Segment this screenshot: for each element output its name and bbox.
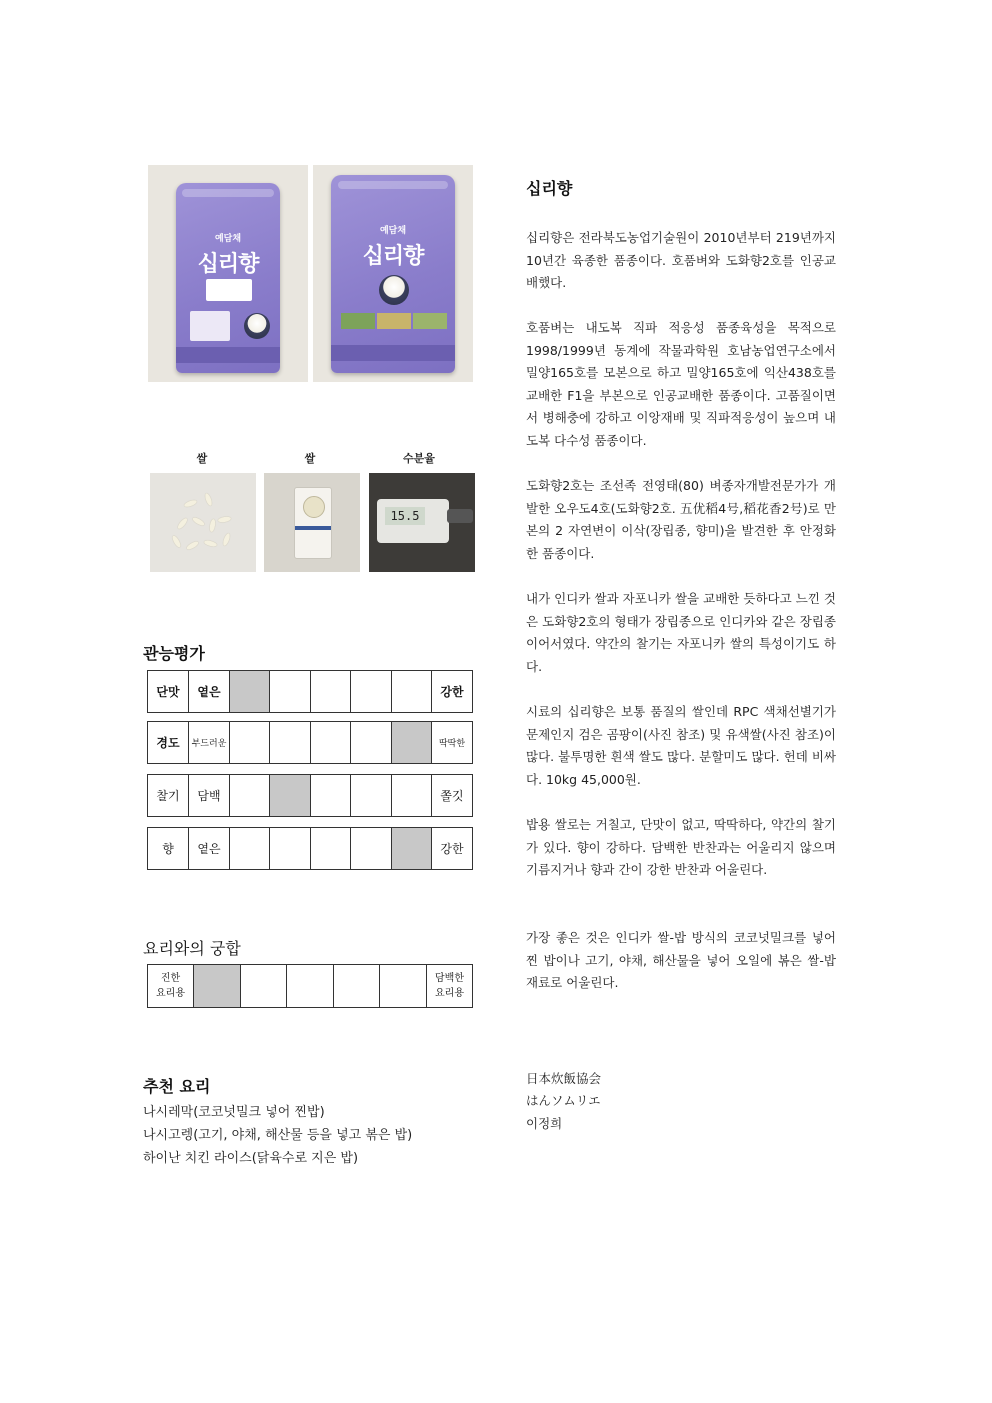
sensory-scale-cell: [230, 671, 270, 713]
rice-grain: [204, 493, 213, 507]
recommended-item: 하이난 치킨 라이스(닭육수로 지은 밥): [143, 1151, 359, 1166]
sensory-attribute: 찰기: [148, 775, 189, 817]
sensory-scale-cell: [391, 775, 431, 817]
sensory-low-label: 부드러운: [189, 722, 230, 764]
rice-bag-back-photo: [313, 165, 473, 382]
pairing-cell: [380, 965, 427, 1008]
sensory-low-label: 담백: [189, 775, 230, 817]
rice-grain: [184, 499, 198, 508]
sensory-attribute: 향: [148, 828, 189, 870]
sensory-row-table: [147, 721, 473, 764]
sensory-high-label: 강한: [432, 828, 473, 870]
sensory-scale-cell: [351, 828, 391, 870]
sensory-scale-cell: [310, 775, 350, 817]
pairing-cell: [333, 965, 380, 1008]
meter-body: [377, 499, 449, 543]
article-paragraph: 가장 좋은 것은 인디카 쌀-밥 방식의 코코넛밀크를 넣어 찐 밥이나 고기, 야채, 해산물을 넣어 오일에 볶은 쌀-밥 재료로 어울린다.: [526, 930, 836, 990]
rice-grain: [218, 516, 232, 523]
article-paragraph: 시료의 십리향은 보통 품질의 쌀인데 RPC 색채선별기가 문제인지 검은 곰팡이(사진 참조) 및 유색쌀(사진 참조)이 많다. 불투명한 흰색 쌀도 많다. 분할미도 많다. 헌데 비싸다. 10kg 45,000원.: [526, 704, 836, 787]
pairing-cell: [287, 965, 334, 1008]
rice-bowl-image: [379, 275, 409, 305]
rice-grain: [222, 533, 231, 547]
sensory-row-table: [147, 774, 473, 817]
rice-grain: [171, 535, 182, 549]
pairing-left-label: [148, 965, 194, 1008]
sample-window: [303, 496, 325, 518]
article-paragraph: 도화향2호는 조선족 전영태(80) 벼종자개발전문가가 개발한 오우도4호(도화향2호. 五优稻4号,稻花香2号)로 만본의 2 자연변이 이삭(장립종, 향미)을 발견한 후 안정화한 품종이다.: [526, 478, 836, 561]
rice-bag-front-photo: [148, 165, 308, 382]
photo-caption-rice-1: 쌀: [196, 452, 208, 465]
sensory-high-label: 강한: [432, 671, 473, 713]
pairing-cell: [194, 965, 241, 1008]
sensory-scale-cell: [270, 671, 310, 713]
pairing-right-label-line2: 요리용: [435, 988, 464, 999]
sensory-high-label: 쫄깃: [432, 775, 473, 817]
rice-grain: [204, 539, 218, 547]
sensory-scale-cell: [230, 775, 270, 817]
article-paragraph: 밥용 쌀로는 거칠고, 단맛이 없고, 딱딱하다, 약간의 찰기가 있다. 향이 강하다. 담백한 반찬과는 어울리지 않으며 기름지거나 향과 간이 강한 반찬과 어울린다.: [526, 817, 836, 877]
bag-brand-text: 예담채: [214, 234, 242, 244]
sensory-scale-cell: [391, 828, 431, 870]
signature-author: 이정희: [526, 1116, 563, 1131]
sensory-scale-cell: [310, 828, 350, 870]
pairing-left-label-line2: 요리용: [156, 988, 185, 999]
signature-association: 日本炊飯協会: [526, 1071, 602, 1086]
bag-nutrition-label: [190, 311, 230, 341]
pairing-left-label-line1: 진한: [160, 973, 181, 984]
sensory-scale-cell: [270, 722, 310, 764]
pairing-heading: 요리와의 궁합: [143, 939, 241, 958]
photo-caption-moisture: 수분율: [403, 452, 435, 465]
sensory-low-label: 옅은: [189, 671, 230, 713]
rice-sample-card-photo: [264, 473, 360, 572]
sensory-scale-cell: [270, 775, 310, 817]
sensory-scale-cell: [351, 775, 391, 817]
rice-grain: [209, 519, 216, 533]
recommended-heading: 추천 요리: [143, 1077, 211, 1096]
sensory-scale-cell: [351, 722, 391, 764]
rice-grain-strip-3: [413, 313, 447, 329]
sensory-scale-cell: [351, 671, 391, 713]
pairing-right-label-line1: 담백한: [435, 973, 464, 984]
bag-product-name: 십리향: [197, 252, 259, 277]
sensory-scale-cell: [391, 671, 431, 713]
bag-product-name: 십리향: [362, 244, 424, 269]
signature-title: はんソムリエ: [526, 1093, 601, 1108]
recommended-item: 나시레막(코코넛밀크 넣어 찐밥): [143, 1105, 325, 1120]
bag-bottom-strip: [176, 347, 280, 363]
article-title: 십리향: [526, 179, 573, 198]
moisture-meter-photo: [369, 473, 475, 572]
rice-bag: [176, 183, 280, 373]
sensory-scale-cell: [230, 828, 270, 870]
sample-stripe: [295, 526, 331, 530]
bag-brand-text: 예담채: [379, 226, 407, 236]
sensory-attribute: 단맛: [148, 671, 189, 713]
sensory-scale-cell: [230, 722, 270, 764]
rice-grain: [186, 540, 200, 551]
sample-card: [294, 487, 332, 559]
rice-bowl-image: [244, 313, 270, 339]
sensory-row-table: [147, 827, 473, 870]
rice-grains-photo: [150, 473, 256, 572]
rice-grain-strip-2: [377, 313, 411, 329]
sensory-heading: 관능평가: [143, 644, 205, 663]
meter-display: 15.5: [385, 507, 425, 525]
photo-caption-rice-2: 쌀: [304, 452, 316, 465]
bag-info-label: [206, 279, 252, 301]
article-paragraph: 내가 인디카 쌀과 자포니카 쌀을 교배한 듯하다고 느낀 것은 도화향2호의 형태가 장립종으로 인디카와 같은 장립종이어서였다. 약간의 찰기는 자포니카 쌀의 특성이기도 하다.: [526, 591, 836, 674]
pairing-table: [147, 964, 473, 1008]
sensory-attribute: 경도: [148, 722, 189, 764]
bag-bottom-strip: [331, 345, 455, 361]
article-paragraph: 호품벼는 내도복 직파 적응성 품종육성을 목적으로 1998/1999년 동계에 작물과학원 호남농업연구소에서 밀양165호를 모본으로 하고 밀양165호에 익산438호를 교배한 F1을 부본으로 인공교배한 품종이다. 고품질이면서 병해충에 강하고 이앙재배 및 직파적응성이 높으며 내도복 다수성 품종이다.: [526, 320, 836, 448]
sensory-low-label: 옅은: [189, 828, 230, 870]
rice-bag: [331, 175, 455, 373]
rice-grain: [192, 516, 206, 527]
article-paragraph: 십리향은 전라북도농업기술원이 2010년부터 219년까지 10년간 육종한 품종이다. 호품벼와 도화향2호를 인공교배했다.: [526, 230, 836, 290]
sensory-scale-cell: [310, 722, 350, 764]
recommended-item: 나시고렝(고기, 야채, 해산물 등을 넣고 볶은 밥): [143, 1128, 413, 1143]
sensory-high-label: 딱딱한: [432, 722, 473, 764]
sensory-scale-cell: [270, 828, 310, 870]
pairing-cell: [240, 965, 287, 1008]
sensory-scale-cell: [310, 671, 350, 713]
pairing-right-label: [427, 965, 473, 1008]
sensory-scale-cell: [391, 722, 431, 764]
sensory-row-table: [147, 670, 473, 713]
rice-grain: [176, 517, 188, 530]
meter-probe: [447, 509, 473, 523]
rice-grain-strip-1: [341, 313, 375, 329]
